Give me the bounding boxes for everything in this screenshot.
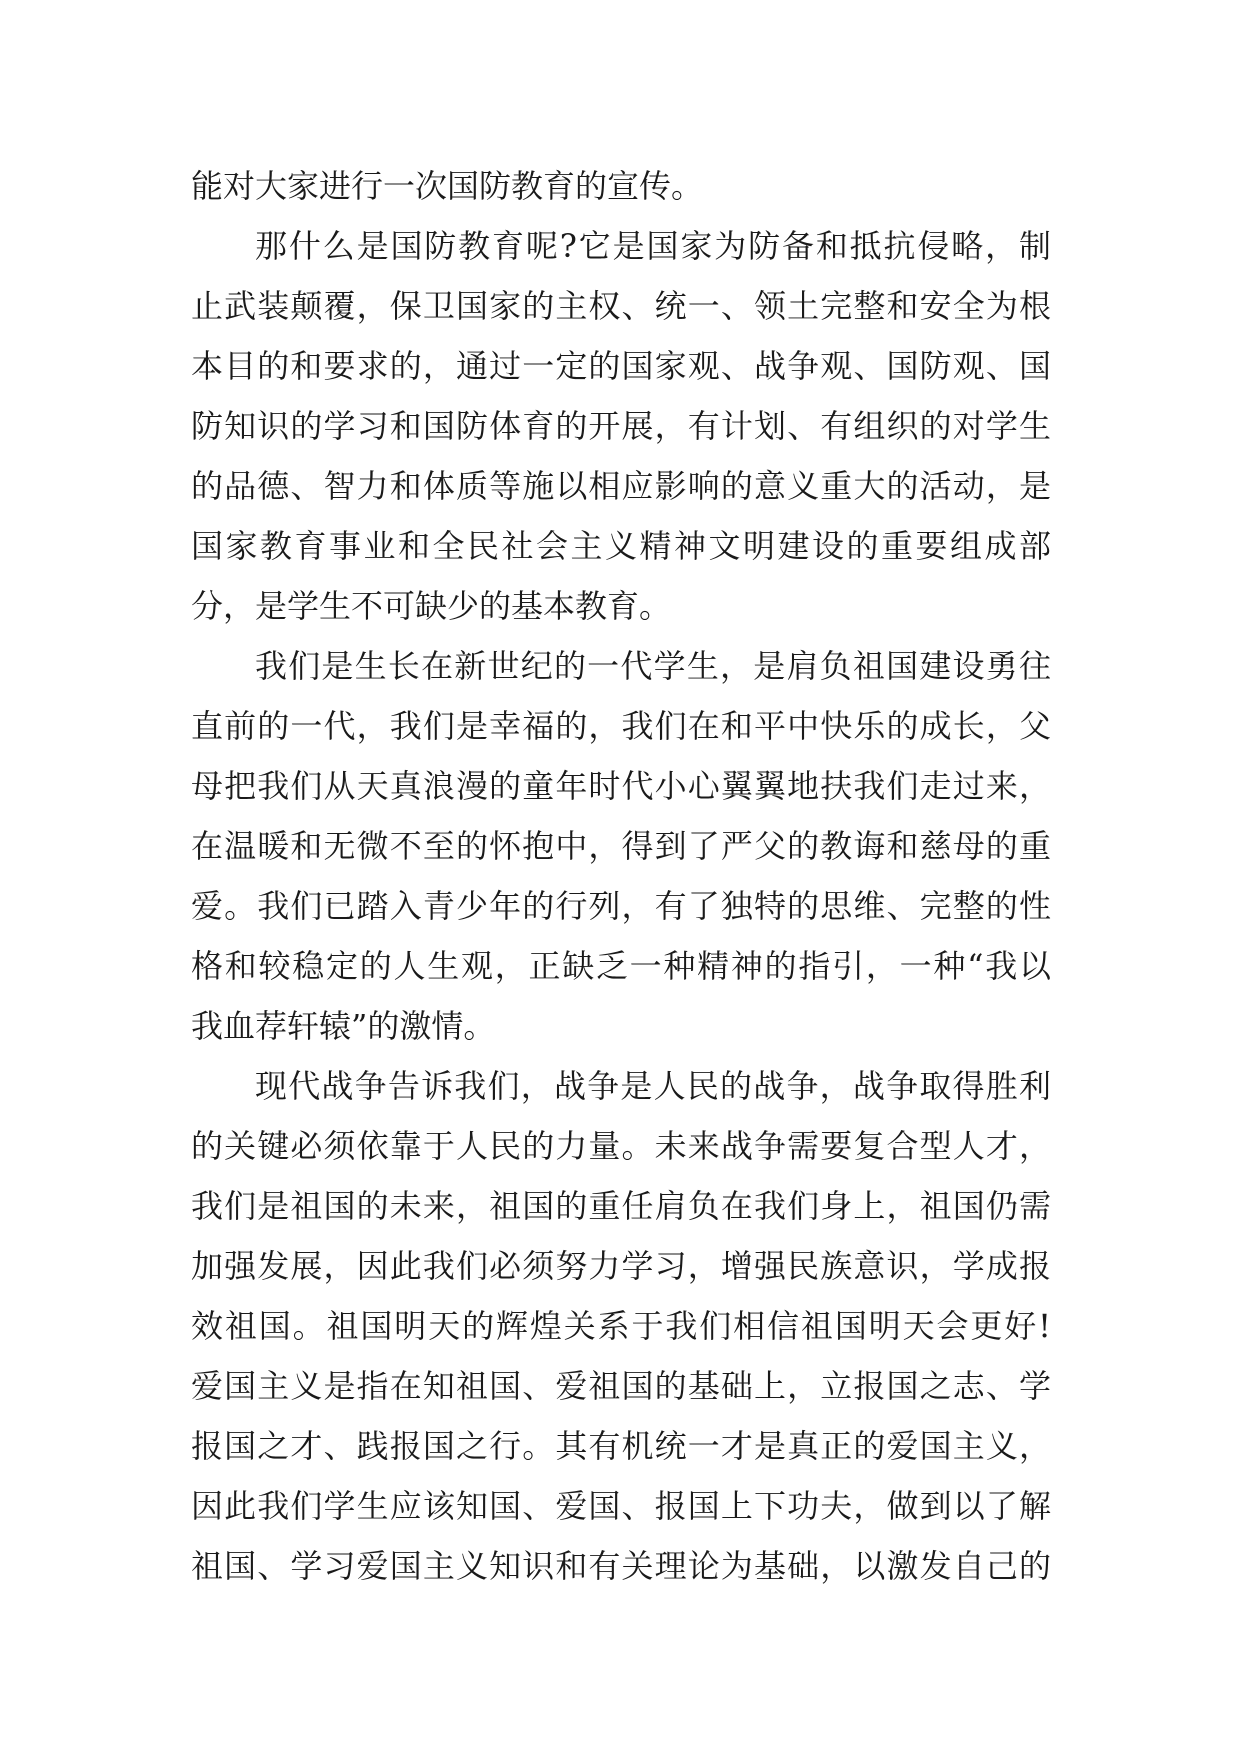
text-line: 母把我们从天真浪漫的童年时代小心翼翼地扶我们走过来， bbox=[191, 767, 1051, 805]
paragraph-first-line: 我们是生长在新世纪的一代学生，是肩负祖国建设勇往 bbox=[255, 647, 1051, 685]
text-line: 报国之才、践报国之行。其有机统一才是真正的爱国主义， bbox=[191, 1427, 1051, 1465]
text-line: 止武装颠覆，保卫国家的主权、统一、领土完整和安全为根 bbox=[191, 287, 1051, 325]
text-line: 在温暖和无微不至的怀抱中，得到了严父的教诲和慈母的重 bbox=[191, 827, 1051, 865]
text-line: 国家教育事业和全民社会主义精神文明建设的重要组成部 bbox=[191, 527, 1051, 565]
text-line: 的关键必须依靠于人民的力量。未来战争需要复合型人才， bbox=[191, 1127, 1051, 1165]
text-line: 效祖国。祖国明天的辉煌关系于我们相信祖国明天会更好! bbox=[191, 1307, 1051, 1345]
text-line: 祖国、学习爱国主义知识和有关理论为基础，以激发自己的 bbox=[191, 1547, 1051, 1585]
text-line: 我血荐轩辕”的激情。 bbox=[191, 1007, 496, 1045]
text-line: 防知识的学习和国防体育的开展，有计划、有组织的对学生 bbox=[191, 407, 1051, 445]
paragraph-first-line: 现代战争告诉我们，战争是人民的战争，战争取得胜利 bbox=[255, 1067, 1051, 1105]
paragraph-first-line: 那什么是国防教育呢?它是国家为防备和抵抗侵略，制 bbox=[255, 227, 1051, 265]
text-line: 直前的一代，我们是幸福的，我们在和平中快乐的成长，父 bbox=[191, 707, 1051, 745]
document-body bbox=[191, 156, 1051, 1596]
text-line: 爱国主义是指在知祖国、爱祖国的基础上，立报国之志、学 bbox=[191, 1367, 1051, 1405]
text-line: 格和较稳定的人生观，正缺乏一种精神的指引，一种“我以 bbox=[191, 947, 1051, 985]
text-line: 爱。我们已踏入青少年的行列，有了独特的思维、完整的性 bbox=[191, 887, 1051, 925]
text-line: 的品德、智力和体质等施以相应影响的意义重大的活动，是 bbox=[191, 467, 1051, 505]
text-line: 本目的和要求的，通过一定的国家观、战争观、国防观、国 bbox=[191, 347, 1051, 385]
text-line: 加强发展，因此我们必须努力学习，增强民族意识，学成报 bbox=[191, 1247, 1051, 1285]
text-line: 我们是祖国的未来，祖国的重任肩负在我们身上，祖国仍需 bbox=[191, 1187, 1051, 1225]
text-line: 能对大家进行一次国防教育的宣传。 bbox=[191, 167, 704, 205]
text-line: 分，是学生不可缺少的基本教育。 bbox=[191, 587, 672, 625]
text-line: 因此我们学生应该知国、爱国、报国上下功夫，做到以了解 bbox=[191, 1487, 1051, 1525]
